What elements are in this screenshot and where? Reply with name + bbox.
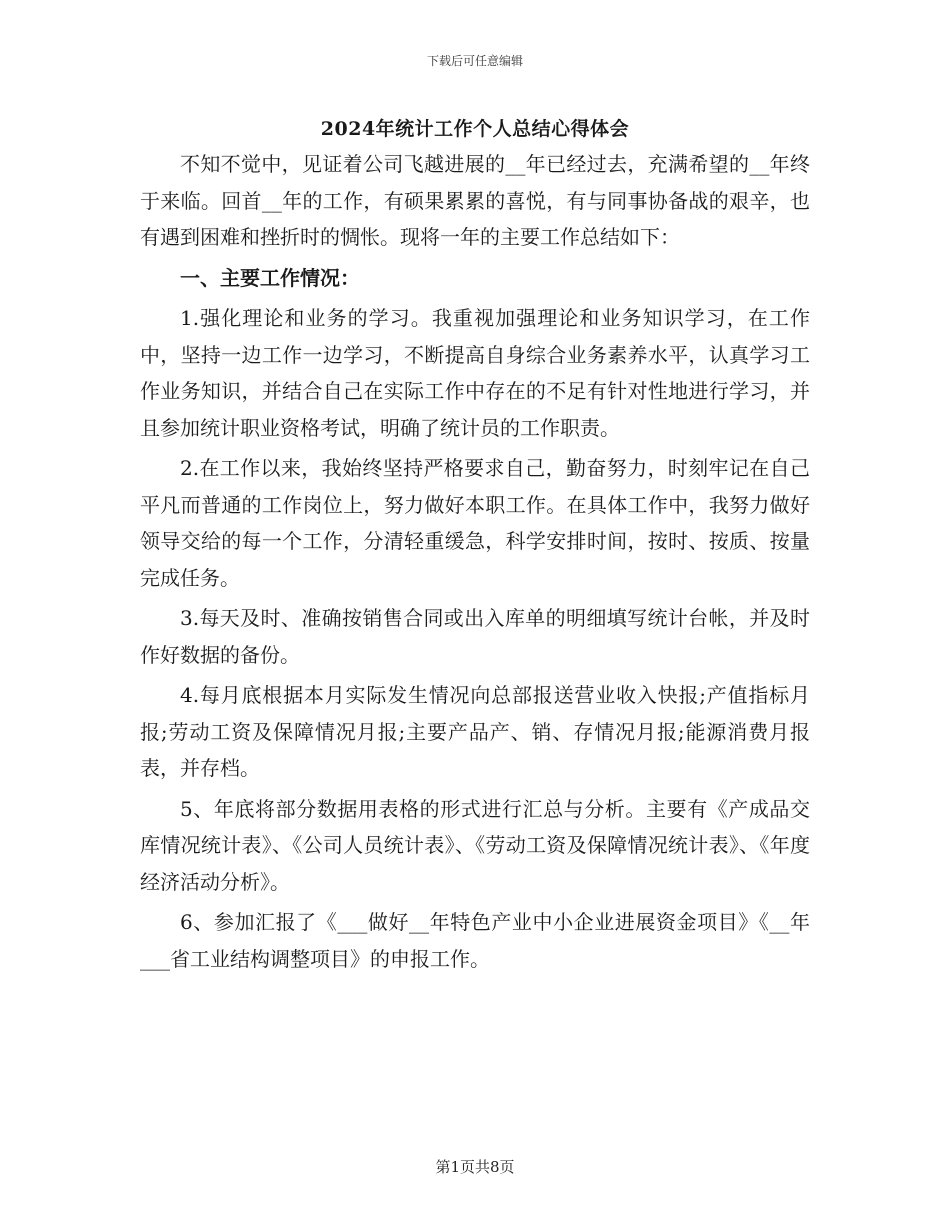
item-1-paragraph: 1.强化理论和业务的学习。我重视加强理论和业务知识学习，在工作中，坚持一边工作一边学习，不断提高自身综合业务素养水平，认真学习工作业务知识，并结合自己在实际工作中存在的不足有针对性地进行学习，并且参加统计职业资格考试，明确了统计员的工作职责。	[140, 306, 810, 440]
section-heading-main-work: 一、主要工作情况：	[180, 265, 360, 290]
download-note: 下载后可任意编辑	[426, 54, 523, 68]
item-6-paragraph: 6、参加汇报了《___做好__年特色产业中小企业进展资金项目》《__年___省工业结构调整项目》的申报工作。	[140, 910, 810, 971]
intro-paragraph: 不知不觉中，见证着公司飞越进展的__年已经过去，充满希望的__年终于来临。回首__年的工作，有硕果累累的喜悦，有与同事协备战的艰辛，也有遇到困难和挫折时的惆怅。现将一年的主要工作总结如下：	[140, 152, 810, 249]
document-title: 2024年统计工作个人总结心得体会	[320, 118, 630, 140]
item-2-paragraph: 2.在工作以来，我始终坚持严格要求自己，勤奋努力，时刻牢记在自己平凡而普通的工作岗位上，努力做好本职工作。在具体工作中，我努力做好领导交给的每一个工作，分清轻重缓急，科学安排时间，按时、按质、按量完成任务。	[140, 456, 810, 590]
page-number: 第1页共8页	[435, 1158, 515, 1176]
item-5-paragraph: 5、年底将部分数据用表格的形式进行汇总与分析。主要有《产成品交库情况统计表》、《公司人员统计表》、《劳动工资及保障情况统计表》、《年度经济活动分析》。	[140, 796, 810, 894]
item-3-paragraph: 3.每天及时、准确按销售合同或出入库单的明细填写统计台帐，并及时作好数据的备份。	[140, 606, 810, 667]
item-4-paragraph: 4.每月底根据本月实际发生情况向总部报送营业收入快报;产值指标月报;劳动工资及保障情况月报;主要产品产、销、存情况月报;能源消费月报表，并存档。	[140, 683, 810, 780]
document-body	[140, 146, 810, 977]
